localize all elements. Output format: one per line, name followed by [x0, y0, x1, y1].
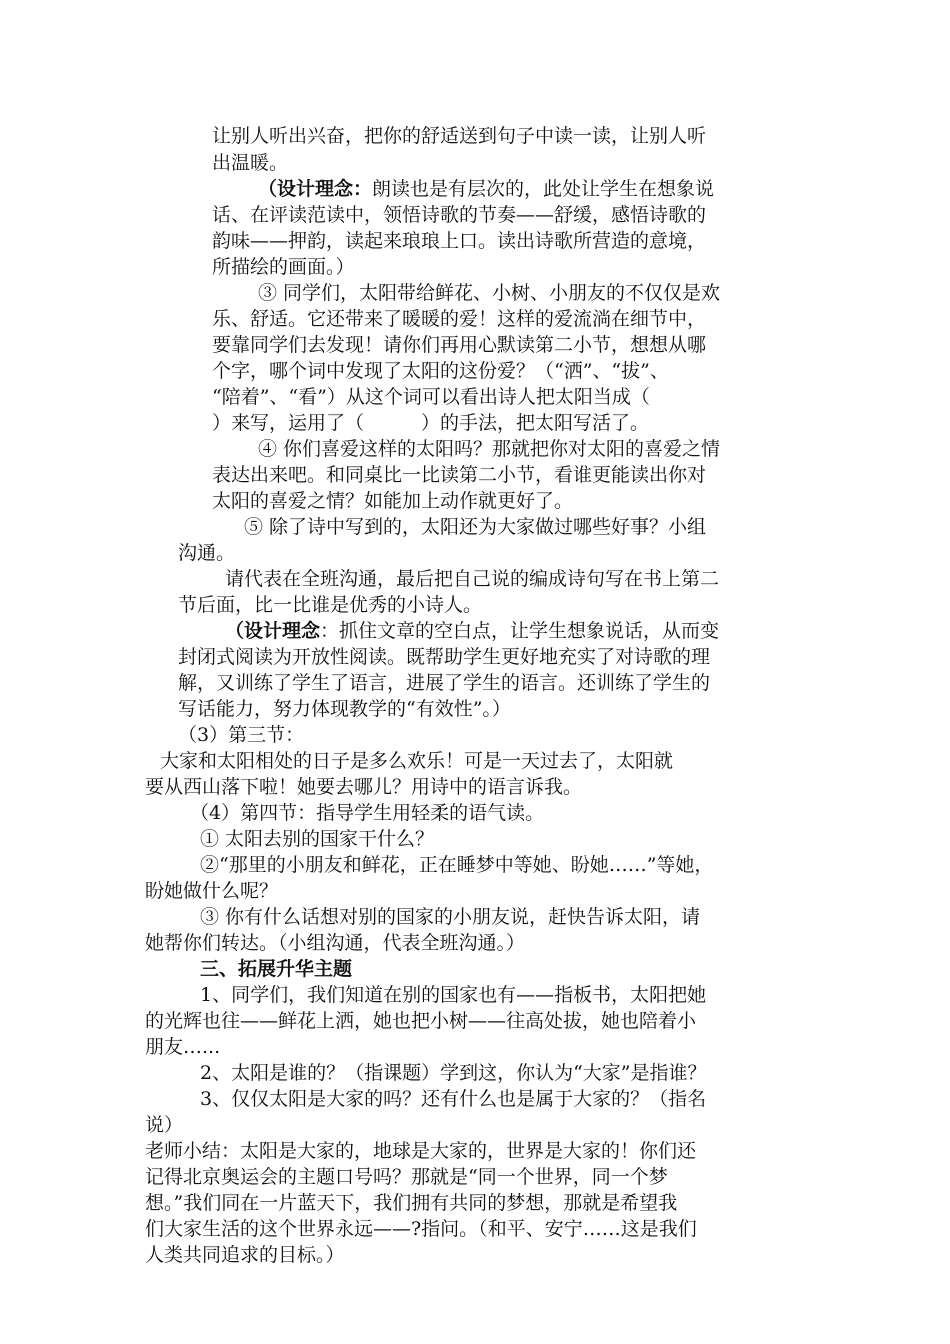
design-note-text: 朗读也是有层次的，此处让学生在想象说 [372, 178, 715, 200]
text-line: 所描绘的画面。） [212, 256, 355, 278]
text-line: 记得北京奥运会的主题口号吗？那就是“同一个世界，同一个梦 [145, 1166, 668, 1188]
text-line: 3、仅仅太阳是大家的吗？还有什么也是属于大家的？（指名 [200, 1088, 707, 1110]
text-line: ① 太阳去别的国家干什么？ [200, 828, 435, 850]
text-line: ④ 你们喜爱这样的太阳吗？那就把你对太阳的喜爱之情 [258, 438, 721, 460]
section-title: （3）第三节： [178, 724, 305, 746]
text-line: 沟通。 [178, 542, 236, 564]
text-line: 封闭式阅读为开放性阅读。既帮助学生更好地充实了对诗歌的理 [178, 646, 711, 668]
text-line: 要靠同学们去发现！请你们再用心默读第二小节，想想从哪 [212, 334, 707, 356]
text-line: “陪着”、“看”）从这个词可以看出诗人把太阳当成（ [212, 386, 650, 408]
text-line: 要从西山落下啦！她要去哪儿？用诗中的语言诉我。 [145, 776, 583, 798]
text-line: 的光辉也往——鲜花上洒，她也把小树——往高处拔，她也陪着小 [145, 1010, 697, 1032]
text-line: 请代表在全班沟通，最后把自己说的编成诗句写在书上第二 [225, 568, 720, 590]
text-line: ）来写，运用了（ ）的手法，把太阳写活了。 [212, 412, 650, 434]
design-note-label: （设计理念： [258, 178, 373, 200]
section-heading: 三、拓展升华主题 [200, 958, 353, 980]
text-line: 老师小结：太阳是大家的，地球是大家的，世界是大家的！你们还 [145, 1140, 697, 1162]
text-line: 表达出来吧。和同桌比一比读第二小节，看谁更能读出你对 [212, 464, 707, 486]
design-note-text: ：抓住文章的空白点，让学生想象说话，从而变 [320, 620, 720, 642]
text-line: 1、同学们，我们知道在别的国家也有——指板书，太阳把她 [200, 984, 707, 1006]
text-line: 出温暖。 [212, 152, 289, 174]
text-line: 说） [145, 1114, 184, 1136]
text-line: ②“那里的小朋友和鲜花，正在睡梦中等她、盼她……”等她， [200, 854, 714, 876]
text-line: ③ 你有什么话想对别的国家的小朋友说，赶快告诉太阳，请 [200, 906, 701, 928]
text-line: 解，又训练了学生了语言，进展了学生的语言。还训练了学生的 [178, 672, 711, 694]
text-line: 个字，哪个词中发现了太阳的这份爱？（“洒”、“拔”、 [212, 360, 669, 382]
text-line: ⑤ 除了诗中写到的，太阳还为大家做过哪些好事？小组 [244, 516, 707, 538]
text-line: 话、在评读范读中，领悟诗歌的节奏——舒缓，感悟诗歌的 [212, 204, 707, 226]
text-line: 她帮你们转达。（小组沟通，代表全班沟通。） [145, 932, 526, 954]
design-note-line [225, 618, 719, 644]
design-note-line [258, 176, 714, 202]
text-line: 朋友…... [145, 1036, 221, 1058]
text-line: 韵味——押韵，读起来琅琅上口。读出诗歌所营造的意境， [212, 230, 707, 252]
design-note-label: （设计理念 [225, 620, 321, 642]
text-line: 们大家生活的这个世界永远——?指问。（和平、安宁……这是我们 [145, 1218, 697, 1240]
text-line: 让别人听出兴奋，把你的舒适送到句子中读一读，让别人听 [212, 125, 707, 147]
text-line: 写话能力，努力体现教学的“有效性”。） [178, 698, 511, 720]
text-line: 盼她做什么呢？ [145, 880, 279, 902]
text-line: 大家和太阳相处的日子是多么欢乐！可是一天过去了，太阳就 [160, 750, 674, 772]
section-title: （4）第四节：指导学生用轻柔的语气读。 [190, 802, 545, 824]
text-line: 人类共同追求的目标。） [145, 1244, 345, 1266]
text-line: 2、太阳是谁的？（指课题）学到这，你认为“大家”是指谁？ [200, 1062, 707, 1084]
text-line: 太阳的喜爱之情？如能加上动作就更好了。 [212, 490, 574, 512]
text-line: 乐、舒适。它还带来了暖暖的爱！这样的爱流淌在细节中， [212, 308, 707, 330]
text-line: 节后面，比一比谁是优秀的小诗人。 [178, 594, 483, 616]
text-line: 想。”我们同在一片蓝天下，我们拥有共同的梦想，那就是希望我 [145, 1192, 678, 1214]
text-line: ③ 同学们，太阳带给鲜花、小树、小朋友的不仅仅是欢 [258, 282, 721, 304]
